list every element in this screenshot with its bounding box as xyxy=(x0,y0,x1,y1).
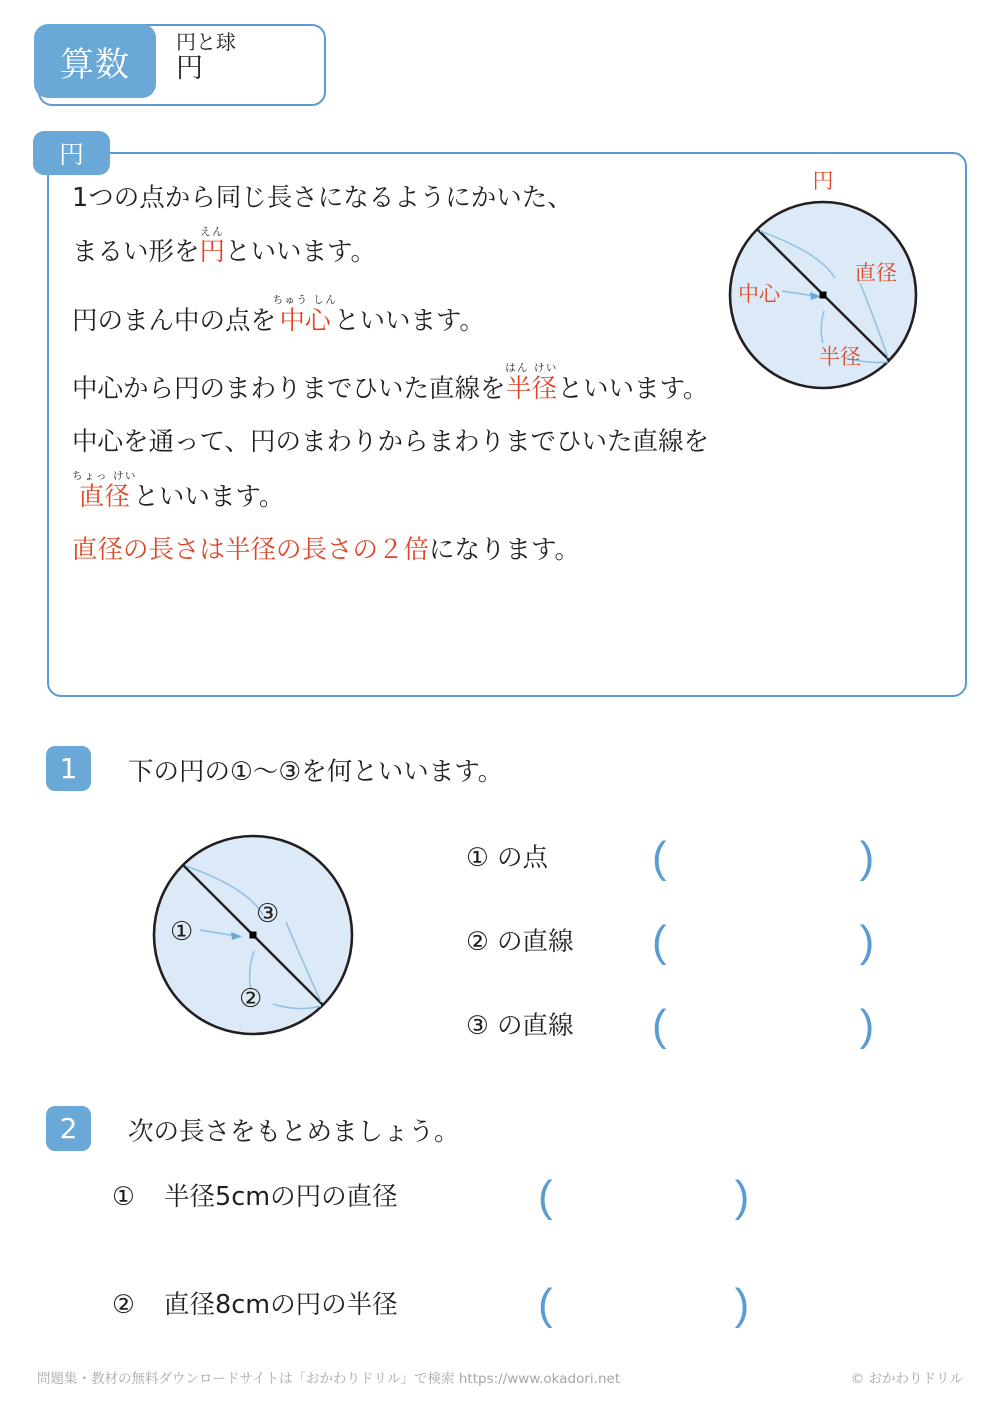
question-1-answer-row-2: ② の直線 ( ) xyxy=(466,917,875,966)
question-2-answer-row-1: ① 半径5cmの円の直径 ( ) xyxy=(112,1172,750,1221)
question-1-number: 1 xyxy=(46,746,91,791)
question-1-prompt: 下の円の①～③を何といいます。 xyxy=(128,757,504,787)
circle-diagram-labeled-svg xyxy=(700,168,950,398)
footer-left xyxy=(37,1367,620,1387)
question-2-prompt: 次の長さをもとめましょう。 xyxy=(128,1117,460,1147)
header-titles xyxy=(176,32,236,83)
footer-url[interactable]: https://www.okadori.net xyxy=(458,1371,621,1387)
definition-rule-suffix: になります。 xyxy=(429,535,580,565)
spacer-3 xyxy=(72,402,872,430)
label-radius: 半径 xyxy=(819,345,861,369)
label-center: 中心 xyxy=(738,282,780,306)
q1-center-point-dot xyxy=(250,932,257,939)
subject-badge: 算数 xyxy=(34,24,156,98)
question-2-answer-row-2: ② 直径8cmの円の半径 ( ) xyxy=(112,1280,750,1329)
q1-label-1: ① xyxy=(170,917,194,947)
unit-title: 円と球 xyxy=(176,30,236,54)
q2-answer-label-2: 直径8cmの円の半径 xyxy=(164,1290,398,1320)
definition-line-5 xyxy=(72,427,872,470)
footer-note: 問題集・教材の無料ダウンロードサイトは「おかわりドリル」で検索 xyxy=(37,1371,455,1387)
label-diameter: 直径 xyxy=(855,261,897,285)
definition-line-2-suffix: といいます。 xyxy=(225,237,376,267)
q2-item-number-2: ② xyxy=(112,1290,135,1320)
q1-answer-label-1: ① の点 xyxy=(466,843,548,873)
term-diameter-kanji: 直径 xyxy=(72,482,137,512)
definition-line-3-suffix: といいます。 xyxy=(333,306,485,336)
definition-tab-label: 円 xyxy=(33,131,110,175)
term-diameter xyxy=(72,470,137,512)
definition-line-5-text: 中心を通って、円のまわりからまわりまでひいた直線を xyxy=(72,427,709,457)
definition-line-6 xyxy=(72,470,872,510)
label-circle: 円 xyxy=(812,169,834,193)
definition-line-6-suffix: といいます。 xyxy=(133,482,285,512)
circle-diagram-labeled xyxy=(700,168,950,398)
term-circle-ruby: えん xyxy=(199,226,226,238)
definition-line-1-text: 1つの点から同じ長さになるようにかいた、 xyxy=(72,183,573,213)
definition-line-4-suffix: といいます。 xyxy=(557,374,709,404)
definition-line-4-prefix: 中心から円のまわりまでひいた直線を xyxy=(72,374,506,404)
spacer-4 xyxy=(72,510,872,538)
q1-answer-label-2: ② の直線 xyxy=(466,927,574,957)
definition-line-2-prefix: まるい形を xyxy=(72,237,200,267)
term-circle-kanji: 円 xyxy=(199,237,226,267)
term-center xyxy=(272,294,338,336)
q2-item-number-1: ① xyxy=(112,1182,135,1212)
definition-line-3-prefix: 円のまん中の点を xyxy=(72,306,277,336)
question-1-answer-row-1: ① の点 ( ) xyxy=(466,833,875,882)
definition-line-7 xyxy=(72,535,872,578)
q1-answer-label-3: ③ の直線 xyxy=(466,1011,574,1041)
center-point-dot xyxy=(820,292,827,299)
q1-label-2: ② xyxy=(239,984,263,1014)
term-center-kanji: 中心 xyxy=(272,306,338,336)
term-radius-kanji: 半径 xyxy=(505,374,558,404)
circle-diagram-numbered xyxy=(143,822,368,1047)
question-2-number: 2 xyxy=(46,1106,91,1151)
definition-rule-highlight: 直径の長さは半径の長さの２倍 xyxy=(72,535,430,565)
page-title: 円 xyxy=(176,52,203,84)
q1-label-3: ③ xyxy=(256,899,280,929)
page-footer xyxy=(37,1367,963,1387)
term-radius xyxy=(505,362,558,404)
question-1-answer-row-3: ③ の直線 ( ) xyxy=(466,1001,875,1050)
circle-diagram-numbered-svg xyxy=(143,822,368,1047)
q2-answer-label-1: 半径5cmの円の直径 xyxy=(164,1182,398,1212)
worksheet-header xyxy=(38,24,326,106)
term-radius-ruby: はん けい xyxy=(505,362,558,374)
term-circle xyxy=(199,226,226,267)
term-diameter-ruby: ちょっ けい xyxy=(72,470,137,482)
footer-copyright: © おかわりドリル xyxy=(850,1371,963,1387)
term-center-ruby: ちゅう しん xyxy=(272,294,338,306)
